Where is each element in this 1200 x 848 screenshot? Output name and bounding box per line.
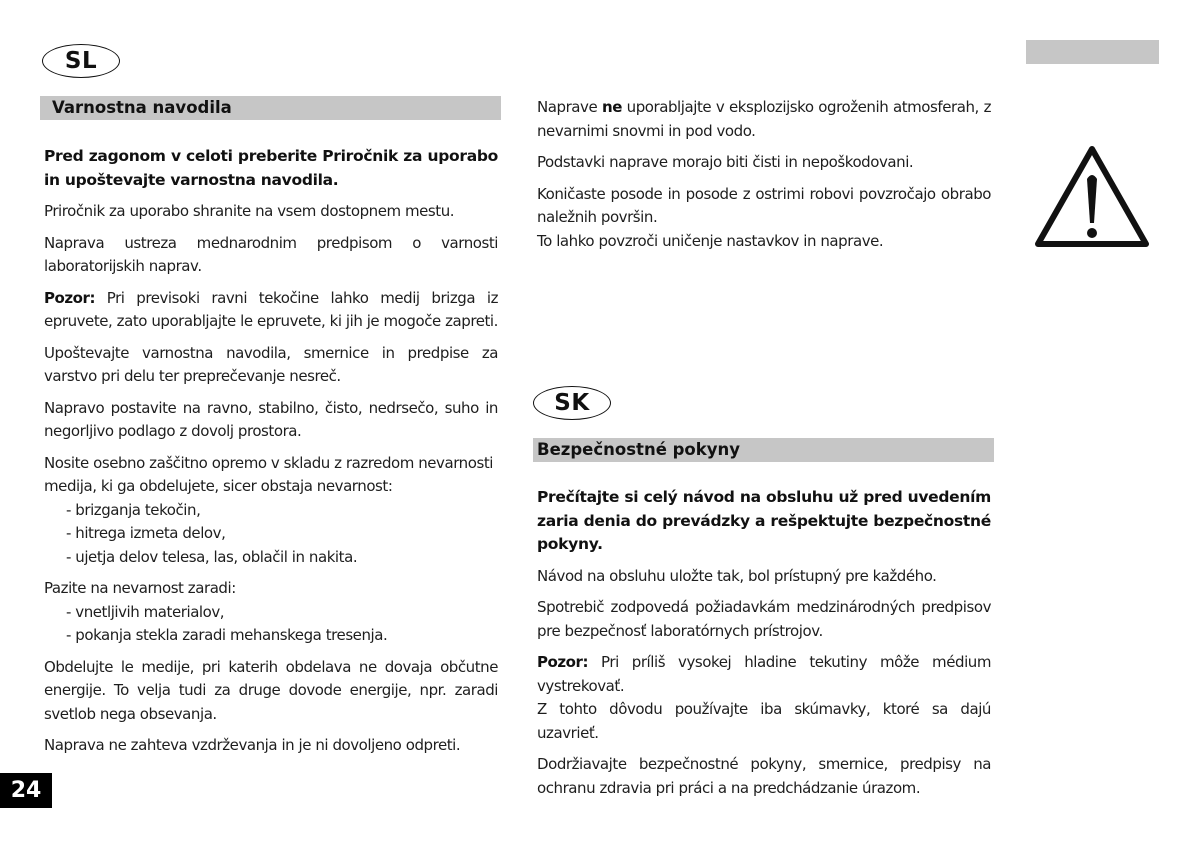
language-code: SK bbox=[554, 390, 590, 416]
paragraph: Obdelujte le medije, pri katerih obdelava ne dovaja občutne energije. To velja tudi za druge dovode energije, npr. zaradi svetlob nega obsevanja. bbox=[44, 657, 498, 723]
paragraph: Upoštevajte varnostna navodila, smernice in predpise za varstvo pri delu ter preprečevanje nesreč. bbox=[44, 343, 498, 385]
warning-text: Pri príliš vysokej hladine tekutiny môže médium vystrekovať. bbox=[537, 653, 991, 695]
page-number-text: 24 bbox=[10, 778, 42, 803]
text-run: uporabljajte v eksplozijsko ogroženih atmosferah, z nevarnimi snovmi in pod vodo. bbox=[537, 98, 991, 140]
list-item: - vnetljivih materialov, bbox=[66, 602, 225, 621]
warning-paragraph bbox=[537, 651, 991, 698]
sk-body-column bbox=[537, 486, 991, 808]
list-item: - hitrega izmeta delov, bbox=[66, 524, 226, 542]
tab-marker bbox=[1026, 40, 1159, 64]
paragraph: Nosite osebno zaščitno opremo v skladu z razredom nevarnosti medija, ki ga obdelujete, sicer obstaja nevarnost: bbox=[44, 453, 493, 495]
language-badge-sk bbox=[533, 386, 611, 420]
warning-label: Pozor: bbox=[537, 653, 589, 671]
warning-triangle-icon bbox=[1032, 143, 1152, 251]
warning-paragraph bbox=[44, 287, 498, 334]
section-heading-text: Varnostna navodila bbox=[52, 98, 232, 117]
language-badge-sl bbox=[42, 44, 120, 78]
paragraph: Spotrebič zodpovedá požiadavkám medzinárodných predpisov pre bezpečnosť laboratórnych prístrojov. bbox=[537, 598, 991, 640]
paragraph: Návod na obsluhu uložte tak, bol prístupný pre každého. bbox=[537, 566, 937, 585]
paragraph bbox=[537, 96, 991, 143]
paragraph: Priročnik za uporabo shranite na vsem dostopnem mestu. bbox=[44, 202, 455, 220]
page-number bbox=[0, 773, 52, 808]
hazard-list bbox=[44, 499, 498, 570]
list-item: - pokanja stekla zaradi mehanskega tresenja. bbox=[66, 626, 388, 644]
list-item: - brizganja tekočin, bbox=[66, 500, 201, 519]
paragraph: Napravo postavite na ravno, stabilno, čisto, nedrsečo, suho in negorljivo podlago z dovolj prostora. bbox=[44, 398, 498, 440]
section-heading-text: Bezpečnostné pokyny bbox=[537, 440, 741, 459]
hazard-list bbox=[44, 601, 498, 648]
lead-paragraph: Prečítajte si celý návod na obsluhu už pred uvedením zaria denia do prevádzky a rešpektujte bezpečnostné pokyny. bbox=[537, 488, 991, 553]
paragraph: Naprava ustreza mednarodnim predpisom o varnosti laboratorijskih naprav. bbox=[44, 233, 498, 275]
paragraph: Z tohto dôvodu používajte iba skúmavky, ktoré sa dajú uzavrieť. bbox=[537, 700, 991, 742]
paragraph: Koničaste posode in posode z ostrimi robovi povzročajo obrabo naležnih površin. bbox=[537, 184, 991, 226]
section-heading-sl bbox=[40, 96, 501, 120]
paragraph: Pazite na nevarnost zaradi: bbox=[44, 579, 236, 597]
paragraph: To lahko povzroči uničenje nastavkov in naprave. bbox=[537, 231, 884, 250]
warning-label: Pozor: bbox=[44, 288, 96, 307]
sl-body-column bbox=[44, 145, 498, 766]
warning-text: Pri previsoki ravni tekočine lahko medij brizga iz epruvete, zato uporabljajte le epruvete, ki jih je mogoče zapreti. bbox=[44, 288, 498, 330]
lead-paragraph: Pred zagonom v celoti preberite Priročnik za uporabo in upoštevajte varnostna navodila. bbox=[44, 147, 498, 189]
language-code: SL bbox=[64, 48, 98, 74]
emphasis-text: ne bbox=[601, 98, 622, 116]
sl-body-column-continued bbox=[537, 96, 991, 261]
section-heading-sk bbox=[533, 438, 994, 462]
paragraph: Podstavki naprave morajo biti čisti in nepoškodovani. bbox=[537, 153, 914, 171]
paragraph: Naprava ne zahteva vzdrževanja in je ni dovoljeno odpreti. bbox=[44, 736, 461, 754]
text-run: Naprave bbox=[537, 98, 602, 116]
paragraph: Dodržiavajte bezpečnostné pokyny, smernice, predpisy na ochranu zdravia pri práci a na predchádzanie úrazom. bbox=[537, 755, 991, 797]
list-item: - ujetja delov telesa, las, oblačil in nakita. bbox=[66, 547, 358, 566]
